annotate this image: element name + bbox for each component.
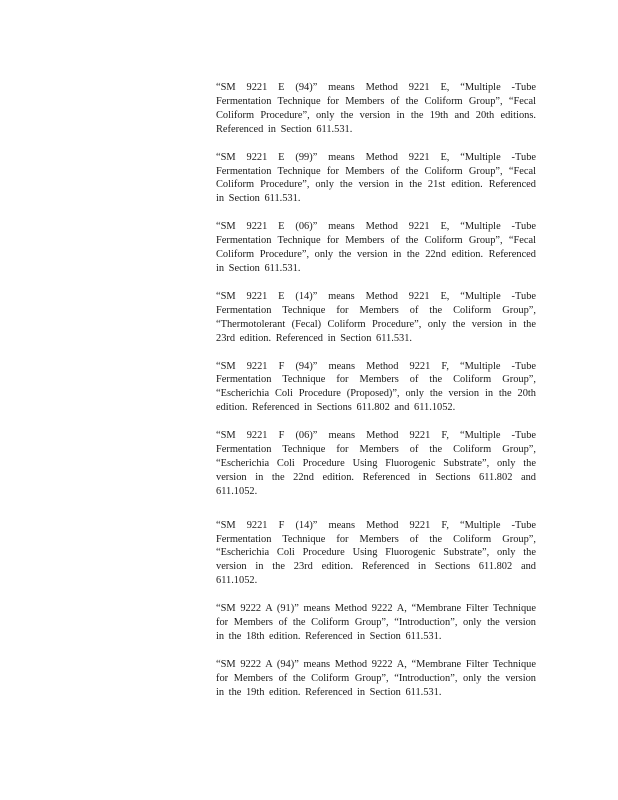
definition-sm-9221-e-99: “SM 9221 E (99)” means Method 9221 E, “Multiple -Tube Fermentation Technique for Members of the Coliform Group”, “Fecal Coliform Procedure”, only the version in the 21st edition. Referenced in Section 611.531. bbox=[216, 151, 536, 205]
definition-sm-9221-e-94: “SM 9221 E (94)” means Method 9221 E, “Multiple -Tube Fermentation Technique for Members of the Coliform Group”, “Fecal Coliform Procedure”, only the version in the 19th and 20th editions. Referenced in Section 611.531. bbox=[216, 82, 536, 135]
definitions-list bbox=[216, 81, 536, 714]
definition-sm-9222-a-91: “SM 9222 A (91)” means Method 9222 A, “Membrane Filter Technique for Members of the Coliform Group”, “Introduction”, only the version in the 18th edition. Referenced in Section 611.531. bbox=[216, 603, 536, 642]
definition-sm-9222-a-94: “SM 9222 A (94)” means Method 9222 A, “Membrane Filter Technique for Members of the Coliform Group”, “Introduction”, only the version in the 19th edition. Referenced in Section 611.531. bbox=[216, 658, 536, 698]
definition-sm-9221-e-14: “SM 9221 E (14)” means Method 9221 E, “Multiple -Tube Fermentation Technique for Members of the Coliform Group”, “Thermotolerant (Fecal) Coliform Procedure”, only the version in the 23rd edition. Referenced in Section 611.531. bbox=[216, 290, 536, 344]
definition-sm-9221-e-06: “SM 9221 E (06)” means Method 9221 E, “Multiple -Tube Fermentation Technique for Members of the Coliform Group”, “Fecal Coliform Procedure”, only the version in the 22nd edition. Referenced in Section 611.531. bbox=[216, 221, 536, 274]
definition-sm-9221-f-94: “SM 9221 F (94)” means Method 9221 F, “Multiple -Tube Fermentation Technique for Members of the Coliform Group”, “Escherichia Coli Procedure (Proposed)”, only the version in the 20th edition. Referenced in Sections 611.802 and 611.1052. bbox=[216, 360, 536, 414]
definition-sm-9221-f-06: “SM 9221 F (06)” means Method 9221 F, “Multiple -Tube Fermentation Technique for Members of the Coliform Group”, “Escherichia Coli Procedure Using Fluorogenic Substrate”, only the version in the 22nd edition. Referenced in Sections 611.802 and 611.1052. bbox=[216, 430, 536, 497]
definition-sm-9221-f-14: “SM 9221 F (14)” means Method 9221 F, “Multiple -Tube Fermentation Technique for Members of the Coliform Group”, “Escherichia Coli Procedure Using Fluorogenic Substrate”, only the version in the 23rd edition. Referenced in Sections 611.802 and 611.1052. bbox=[216, 519, 536, 587]
